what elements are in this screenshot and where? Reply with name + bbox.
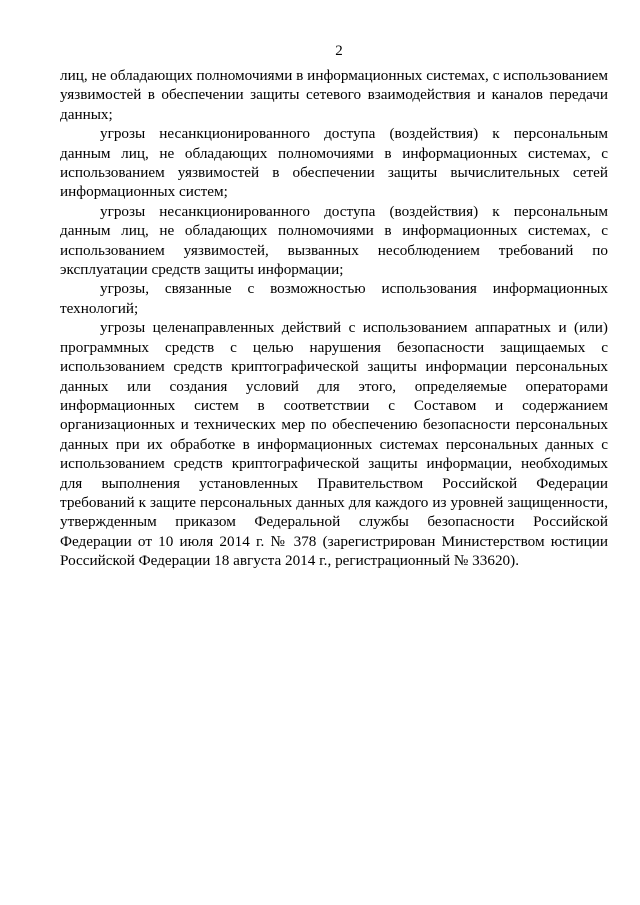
paragraph-threat-targeted-actions: угрозы целенаправленных действий с использованием аппаратных и (или) программных средств с целью нарушения безопасности защищаемых с использованием средств криптографической защиты информации персональных данных или создания условий для этого, определяемые операторами информационных систем в соответствии с Составом и содержанием организационных и технических мер по обеспечению безопасности персональных данных при их обработке в информационных системах персональных данных с использованием средств криптографической защиты информации, необходимых для выполнения установленных Правительством Российской Федерации требований к защите персональных данных для каждого из уровней защищенности, утвержденным приказом Федеральной службы безопасности Российской Федерации от 10 июля 2014 г. № 378 (зарегистрирован Министерством юстиции Российской Федерации 18 августа 2014 г., регистрационный № 33620). (60, 319, 608, 570)
paragraph-continuation: лиц, не обладающих полномочиями в информационных системах, с использованием уязвимостей в обеспечении защиты сетевого взаимодействия и каналов передачи данных; (60, 67, 608, 123)
paragraph-threat-it-capability: угрозы, связанные с возможностью использования информационных технологий; (60, 280, 608, 317)
page-number: 2 (335, 43, 343, 59)
paragraph-threat-protection-misuse: угрозы несанкционированного доступа (воздействия) к персональным данным лиц, не обладающих полномочиями в информационных системах, с использованием уязвимостей, вызванных несоблюдением требований по эксплуатации средств защиты информации; (60, 202, 608, 279)
document-body (60, 66, 608, 571)
paragraph-threat-computing-networks: угрозы несанкционированного доступа (воздействия) к персональным данным лиц, не обладающих полномочиями в информационных системах, с использованием уязвимостей в обеспечении защиты вычислительных сетей информационных систем; (60, 125, 608, 201)
